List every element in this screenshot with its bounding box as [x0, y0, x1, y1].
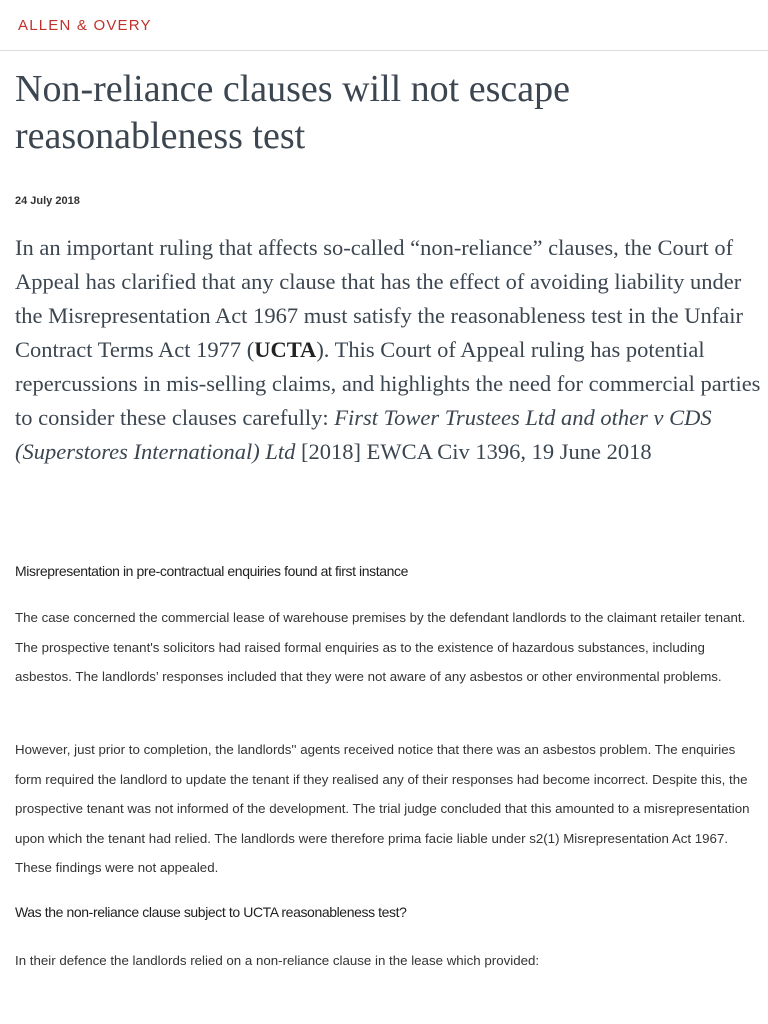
article-title: Non-reliance clauses will not escape reasonableness test	[15, 68, 570, 157]
case-citation: [2018] EWCA Civ 1396, 19 June 2018	[295, 439, 652, 464]
case-name: First Tower Trustees Ltd and other v CDS (Superstores International) Ltd	[15, 405, 712, 464]
body-paragraph: However, just prior to completion, the landlords'' agents received notice that there was an asbestos problem. The enquiries form required the landlord to update the tenant if they realised any of their responses had become incorrect. Despite this, the prospective tenant was not informed of the development. The trial judge concluded that this amounted to a misrepresentation upon which the tenant had relied. The landlords were therefore prima facie liable under s2(1) Misrepresentation Act 1967. These findings were not appealed.	[15, 742, 750, 875]
section-heading: Was the non-reliance clause subject to UCTA reasonableness test?	[15, 904, 407, 920]
brand-logo[interactable]: ALLEN & OVERY	[18, 17, 152, 34]
body-paragraph: The case concerned the commercial lease of warehouse premises by the defendant landlords to the claimant retailer tenant. The prospective tenant's solicitors had raised formal enquiries as to the existence of hazardous substances, including asbestos. The landlords’ responses included that they were not aware of any asbestos or other environmental problems.	[15, 610, 746, 684]
lead-text-continued: ). This Court of Appeal ruling has potential repercussions in mis-selling claims, and highlights the need for commercial parties to consider these clauses carefully:	[15, 337, 761, 430]
article-lead	[15, 231, 763, 469]
article-date: 24 July 2018	[15, 195, 80, 207]
body-paragraph: In their defence the landlords relied on a non-reliance clause in the lease which provided:	[15, 953, 540, 968]
ucta-abbreviation: UCTA	[254, 337, 317, 362]
lead-text: In an important ruling that affects so-called “non-reliance” clauses, the Court of Appeal has clarified that any clause that has the effect of avoiding liability under the Misrepresentation Act 1967 must satisfy the reasonableness test in the Unfair Contract Terms Act 1977 (	[15, 235, 743, 362]
section-heading: Misrepresentation in pre-contractual enquiries found at first instance	[15, 563, 408, 579]
site-header	[0, 0, 768, 51]
